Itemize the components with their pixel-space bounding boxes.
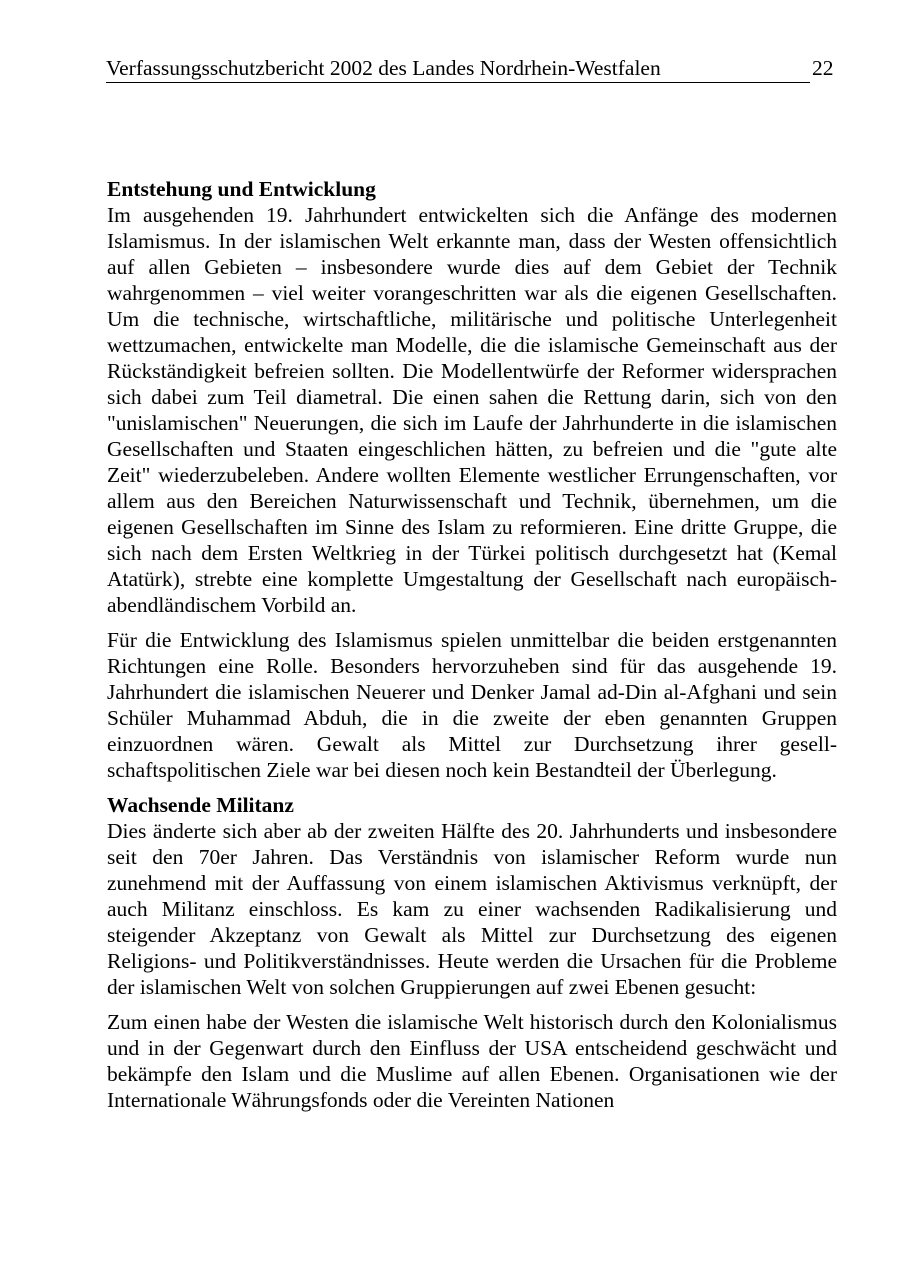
page-number: 22 bbox=[812, 56, 834, 80]
document-body bbox=[107, 176, 837, 1113]
paragraph: Zum einen habe der Westen die islamische Welt historisch durch den Kolonialismus und in der Gegenwart durch den Einfluss der USA entscheidend geschwächt und bekämpfe den Islam und die Muslime auf allen Ebenen. Organisationen wie der Internationale Währungsfonds oder die Vereinten Nationen bbox=[107, 1010, 837, 1112]
section-heading-entstehung: Entstehung und Entwicklung bbox=[107, 177, 376, 201]
paragraph: Dies änderte sich aber ab der zweiten Hälfte des 20. Jahrhunderts und insbesondere seit den 70er Jahren. Das Verständnis von islamischer Reform wurde nun zunehmend mit der Auffassung von einem islamischen Aktivismus verknüpft, der auch Militanz einschloss. Es kam zu einer wachsenden Radikalisierung und steigender Akzeptanz von Gewalt als Mittel zur Durchsetzung des eigenen Religions- und Politikverständnisses. Heute werden die Ursachen für die Probleme der islamischen Welt von solchen Gruppierungen auf zwei Ebenen gesucht: bbox=[107, 819, 837, 999]
page-header-title: Verfassungsschutzbericht 2002 des Landes Nordrhein-Westfalen bbox=[106, 54, 810, 83]
section-heading-militanz: Wachsende Militanz bbox=[107, 793, 294, 817]
paragraph: Im ausgehenden 19. Jahrhundert entwickelten sich die Anfänge des modernen Islamismus. In der islamischen Welt erkannte man, dass der Westen offensichtlich auf allen Gebieten – insbesondere wurde dies auf dem Gebiet der Technik wahrgenommen – viel weiter vorangeschritten war als die eigenen Gesellschaften. Um die technische, wirtschaftliche, militärische und politische Unterlegenheit wettzumachen, entwickelte man Modelle, die die islamische Gemeinschaft aus der Rückständigkeit befreien sollten. Die Modellentwürfe der Reformer widersprachen sich dabei zum Teil diametral. Die einen sahen die Rettung darin, sich von den "unislamischen" Neuerungen, die sich im Laufe der Jahrhunderte in die islamischen Gesellschaften und Staaten eingeschlichen hätten, zu befreien und die "gute alte Zeit" wiederzubeleben. Andere wollten Elemente westlicher Errungenschaften, vor allem aus den Bereichen Naturwissenschaft und Technik, übernehmen, um die eigenen Gesellschaften im Sinne des Islam zu reformieren. Eine dritte Gruppe, die sich nach dem Ersten Weltkrieg in der Türkei politisch durchgesetzt hat (Kemal Atatürk), strebte eine komplette Umgestaltung der Gesellschaft nach europäisch-abendländischem Vorbild an. bbox=[107, 203, 837, 617]
paragraph: Für die Entwicklung des Islamismus spielen unmittelbar die beiden erstgenannten Richtungen eine Rolle. Besonders hervorzuheben sind für das ausgehende 19. Jahrhundert die islamischen Neuerer und Denker Jamal ad-Din al-Afghani und sein Schüler Muhammad Abduh, die in die zweite der eben genannten Gruppen einzuordnen wären. Gewalt als Mittel zur Durchsetzung ihrer gesellschaftspolitischen Ziele war bei diesen noch kein Bestandteil der Überlegung. bbox=[107, 628, 837, 782]
